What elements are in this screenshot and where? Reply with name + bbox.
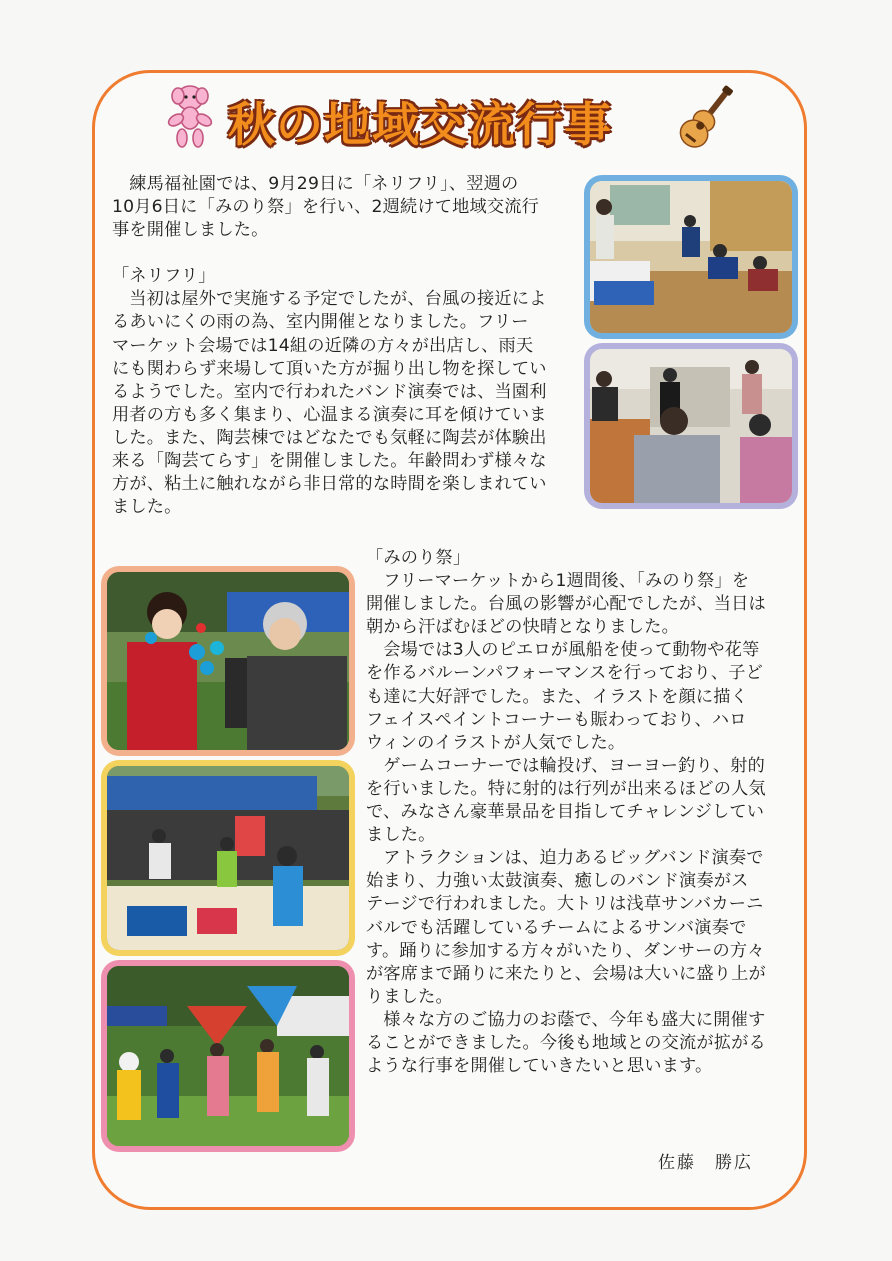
balloon-animal-icon (160, 82, 220, 148)
samba-dance-photo (101, 960, 355, 1152)
guitar-icon (678, 82, 736, 152)
nerifuri-heading: 「ネリフリ」 (112, 266, 216, 287)
indoor-band-photo (584, 343, 798, 509)
minori-paragraph-3: ゲームコーナーでは輪投げ、ヨーヨー釣り、射的 を行いました。特に射的は行列が出来るほどの人気 で、みなさん豪華景品を目指してチャレンジしてい ました。 (366, 755, 766, 846)
minori-paragraph-1: フリーマーケットから1週間後、「みのり祭」を 開催しました。台風の影響が心配でしたが、当日は 朝から汗ばむほどの快晴となりました。 (366, 571, 766, 638)
page-title: 秋の地域交流行事 (228, 98, 612, 153)
minori-paragraph-2: 会場では3人のピエロが風船を使って動物や花等 を作るバルーンパフォーマンスを行っており、子ど も達に大好評でした。また、イラストを顔に描く フェイスペイントコーナーも賑わっており、ハロ ウィンのイラストが人気でした。 (366, 640, 763, 753)
author-name: 佐藤 勝広 (658, 1153, 753, 1173)
title-row (160, 82, 760, 152)
minori-paragraph-5: 様々な方のご協力のお蔭で、今年も盛大に開催す ることができました。今後も地域との交流が拡がる ような行事を開催していきたいと思います。 (366, 1009, 766, 1077)
upper-text-column (112, 173, 582, 519)
game-corner-photo (101, 760, 355, 956)
clown-balloon-photo (101, 566, 355, 756)
nerifuri-paragraph: 当初は屋外で実施する予定でしたが、台風の接近によ るあいにくの雨の為、室内開催となりました。フリー マーケット会場では14組の近隣の方々が出店し、雨天 にも関わらず来場して頂いた方が掘り出し物を探してい るようでした。室内で行われたバンド演奏では、当園利 用者の方も多く集まり、心温まる演奏に耳を傾けていま した。また、陶芸棟ではどなたでも気軽に陶芸が体験出 来る「陶芸てらす」を開催しました。年齢問わず様々な 方が、粘土に触れながら非日常的な時間を楽しまれてい ました。 (112, 289, 547, 518)
intro-paragraph: 練馬福祉園では、9月29日に「ネリフリ」、翌週の 10月6日に「みのり祭」を行い、2週続けて地域交流行 事を開催しました。 (112, 174, 540, 241)
lower-text-column (366, 547, 786, 1078)
minori-paragraph-4: アトラクションは、迫力あるビッグバンド演奏で 始まり、力強い太鼓演奏、癒しのバンド演奏がス テージで行われました。大トリは浅草サンバカーニ バルでも活躍しているチームによるサンバ演奏で す。踊りに参加する方々がいたり、ダンサーの方々 が客席まで踊りに来たりと、会場は大いに盛り上が りました。 (366, 848, 766, 1007)
flea-market-indoor-photo (584, 175, 798, 339)
minori-heading: 「みのり祭」 (366, 548, 471, 568)
